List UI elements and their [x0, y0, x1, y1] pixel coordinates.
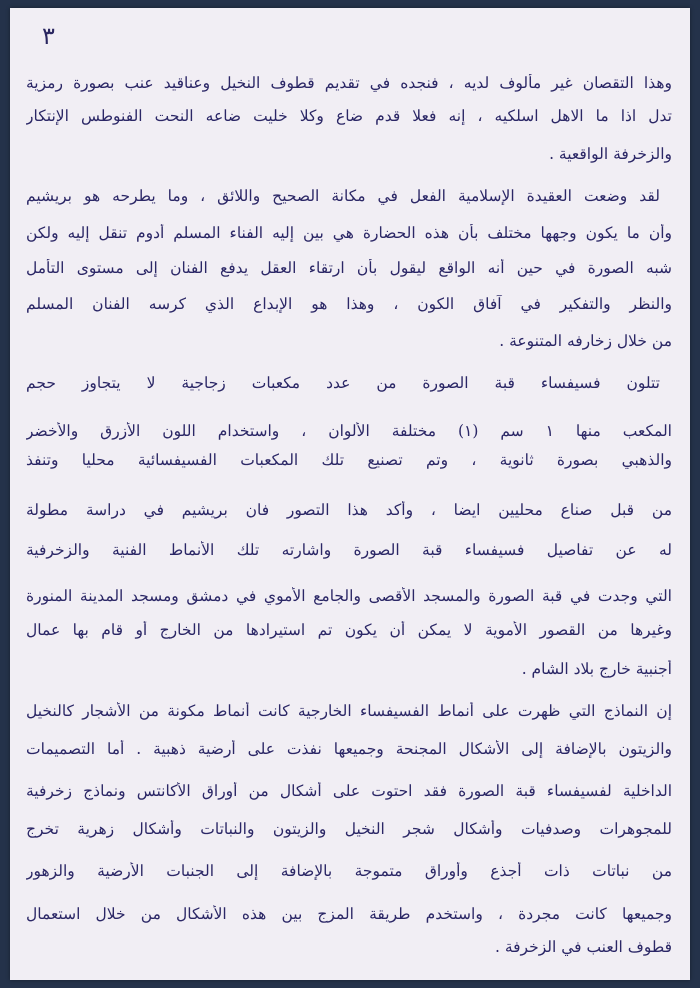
text-line: والزخرفة الواقعية . — [549, 145, 672, 163]
text-line: والزيتون بالإضافة إلى الأشكال المجنحة وجميعها نفذت على أرضية ذهبية . أما التصميمات — [26, 740, 672, 758]
text-line: وأن ما يكون وجهها مختلف بأن هذه الحضارة هي بين إليه الفناء المسلم أدوم تنقل إليه ولكن — [26, 224, 672, 242]
text-line: قطوف العنب في الزخرفة . — [494, 938, 672, 956]
text-line: وجميعها كانت مجردة ، واستخدم طريقة المزج بين هذه الأشكال من خلال استعمال — [26, 905, 672, 923]
text-line: إن النماذج التي ظهرت على أنماط الفسيفساء الخارجية كانت أنماط مكونة من الأشجار كالنخيل — [26, 702, 672, 720]
text-line: التي وجدت في قبة الصورة والمسجد الأقصى والجامع الأموي في دمشق ومسجد المدينة المنورة — [26, 587, 672, 605]
text-line: من قبل صناع محليين ايضا ، وأكد هذا التصور فان بريشيم في دراسة مطولة — [26, 501, 672, 519]
text-line: والنظر والتفكير في آفاق الكون ، وهذا هو الإبداع الذي كرسه الفنان المسلم — [26, 295, 672, 313]
text-line: المكعب منها ١ سم (١) مختلفة الألوان ، واستخدام اللون الأزرق والأخضر — [26, 422, 672, 440]
text-line: لقد وضعت العقيدة الإسلامية الفعل في مكانة الصحيح واللائق ، وما يطرحه هو بريشيم — [26, 187, 660, 205]
text-line: أجنبية خارج بلاد الشام . — [521, 660, 672, 678]
text-line: للمجوهرات وصدفيات وأشكال شجر النخيل والزيتون والنباتات وأشكال زهرية تخرج — [26, 820, 672, 838]
text-line: من خلال زخارفه المتنوعة . — [499, 332, 672, 350]
page-number: ٣ — [42, 22, 55, 50]
text-line: وغيرها من القصور الأموية لا يمكن أن يكون تم استيرادها من الخارج أو قام بها عمال — [26, 621, 672, 639]
text-line: الداخلية لفسيفساء قبة الصورة فقد احتوت على أشكال من أوراق الأكانتس ونماذج زخرفية — [26, 782, 672, 800]
manuscript-page — [10, 8, 690, 980]
text-line: وهذا التقصان غير مألوف لديه ، فنجده في تقديم قطوف النخيل وعناقيد عنب بصورة رمزية — [26, 74, 672, 92]
text-line: من نباتات ذات أجذع وأوراق متموجة بالإضافة إلى الجنبات الأرضية والزهور — [26, 862, 672, 880]
text-line: تدل اذا ما الاهل اسلكيه ، إنه فعلا قدم ضاع وكلا خليت ضاعه النحت الفنوطس الإنتكار — [26, 107, 672, 125]
text-line: تتلون فسيفساء قبة الصورة من عدد مكعبات زجاجية لا يتجاوز حجم — [26, 374, 660, 392]
handwritten-text-body — [26, 60, 672, 960]
text-line: له عن تفاصيل فسيفساء قبة الصورة واشارته تلك الأنماط الفنية والزخرفية — [26, 541, 672, 559]
text-line: شبه الصورة في حين أنه الواقع ليقول بأن ارتقاء العقل يدفع الفنان إلى مستوى التأمل — [26, 259, 672, 277]
text-line: والذهبي بصورة ثانوية ، وتم تصنيع تلك المكعبات الفسيفسائية محليا وتنفذ — [26, 451, 672, 469]
